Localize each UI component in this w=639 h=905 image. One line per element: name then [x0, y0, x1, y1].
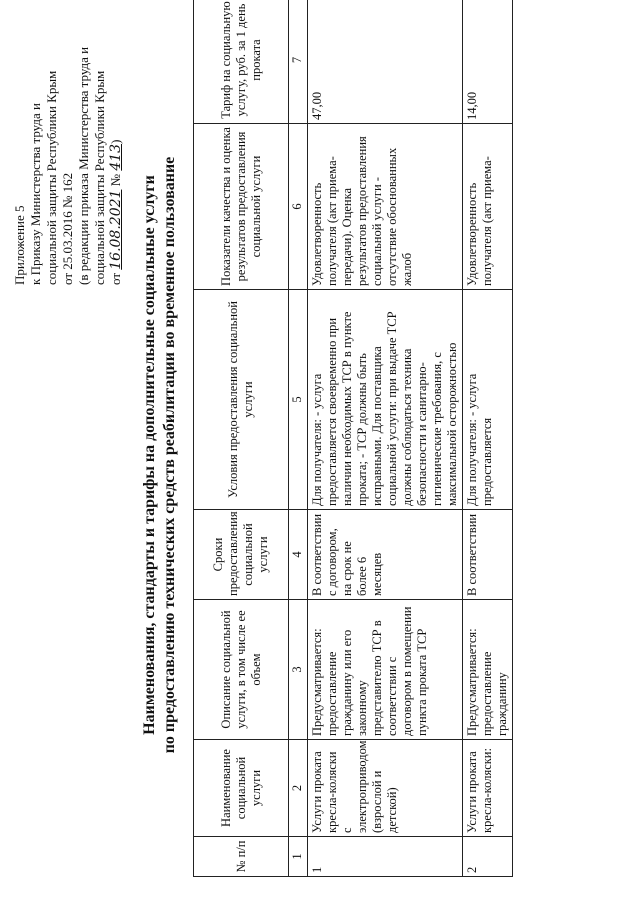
service-terms: В соответствии	[463, 510, 513, 600]
service-quality: Удовлетворенность получателя (акт приема-передачи). Оценка результатов предоставления социальной услуги - отсутствие обоснованных жалоб	[308, 124, 463, 290]
table-row	[308, 0, 463, 877]
appendix-line: Приложение 5	[12, 205, 27, 285]
service-quality: Удовлетворенность получателя (акт приема-	[463, 124, 513, 290]
handwritten-number: 413	[108, 143, 124, 171]
table-header-row	[194, 0, 289, 877]
appendix-date-line	[108, 0, 124, 285]
service-description: Предусматривается: предоставление гражданину	[463, 600, 513, 740]
appendix-close-paren: )	[108, 139, 123, 144]
service-tariff: 47,00	[308, 0, 463, 124]
column-number: 4	[289, 510, 308, 600]
header-cell: № п/п	[194, 837, 289, 877]
header-cell: Условия предоставления социальной услуги	[194, 290, 289, 510]
title-line-1: Наименования, стандарты и тарифы на дополнительные социальные услуги	[141, 175, 158, 735]
appendix-line: социальной защиты Республики Крым	[44, 70, 59, 285]
header-cell: Показатели качества и оценка результатов предоставления социальной услуги	[194, 124, 289, 290]
service-conditions: Для получателя: - услуга предоставляется своевременно при наличии необходимых ТСР в пункте проката; - ТСР должны быть исправными. Для поставщика социальной услуги: при выдаче ТСР должны соблюдаться техника безопасности и санитарно-гигиенические требования, с максимальной осторожностью	[308, 290, 463, 510]
appendix-block	[12, 0, 124, 285]
appendix-line: (в редакции приказа Министерства труда и	[76, 46, 91, 285]
service-name: Услуги проката кресла-коляски:	[463, 740, 513, 837]
handwritten-date: 16.08.2021	[108, 189, 124, 270]
service-description: Предусматривается: предоставление гражданину или его законному представителю ТСР в соответствии с договором в помещении пункта проката ТСР	[308, 600, 463, 740]
column-number: 3	[289, 600, 308, 740]
header-cell: Сроки предоставления социальной услуги	[194, 510, 289, 600]
service-tariff: 14,00	[463, 0, 513, 124]
appendix-date-prefix: от	[108, 272, 123, 285]
appendix-number-sign: №	[108, 173, 123, 187]
row-number: 2	[463, 837, 513, 877]
header-cell: Наименование социальной услуги	[194, 740, 289, 837]
column-number-row	[289, 0, 308, 877]
service-conditions: Для получателя: - услуга предоставляется	[463, 290, 513, 510]
column-number: 5	[289, 290, 308, 510]
services-table	[193, 0, 513, 877]
appendix-line: от 25.03.2016 № 162	[60, 172, 75, 285]
header-cell: Тариф на социальную услугу, руб. за 1 день проката	[194, 0, 289, 124]
appendix-line: к Приказу Министерства труда и	[28, 103, 43, 285]
row-number: 1	[308, 837, 463, 877]
appendix-line: социальной защиты Республики Крым	[92, 70, 107, 285]
header-cell: Описание социальной услуги, в том числе ее объем	[194, 600, 289, 740]
title-line-2: по предоставлению технических средств реабилитации во временное пользование	[161, 156, 178, 754]
column-number: 1	[289, 837, 308, 877]
column-number: 7	[289, 0, 308, 124]
column-number: 2	[289, 740, 308, 837]
column-number: 6	[289, 124, 308, 290]
service-terms: В соответствии с договором, на срок не более 6 месяцев	[308, 510, 463, 600]
document-title	[140, 35, 180, 875]
table-row	[463, 0, 513, 877]
service-name: Услуги проката кресла-коляски с электроприводом (взрослой и детской)	[308, 740, 463, 837]
